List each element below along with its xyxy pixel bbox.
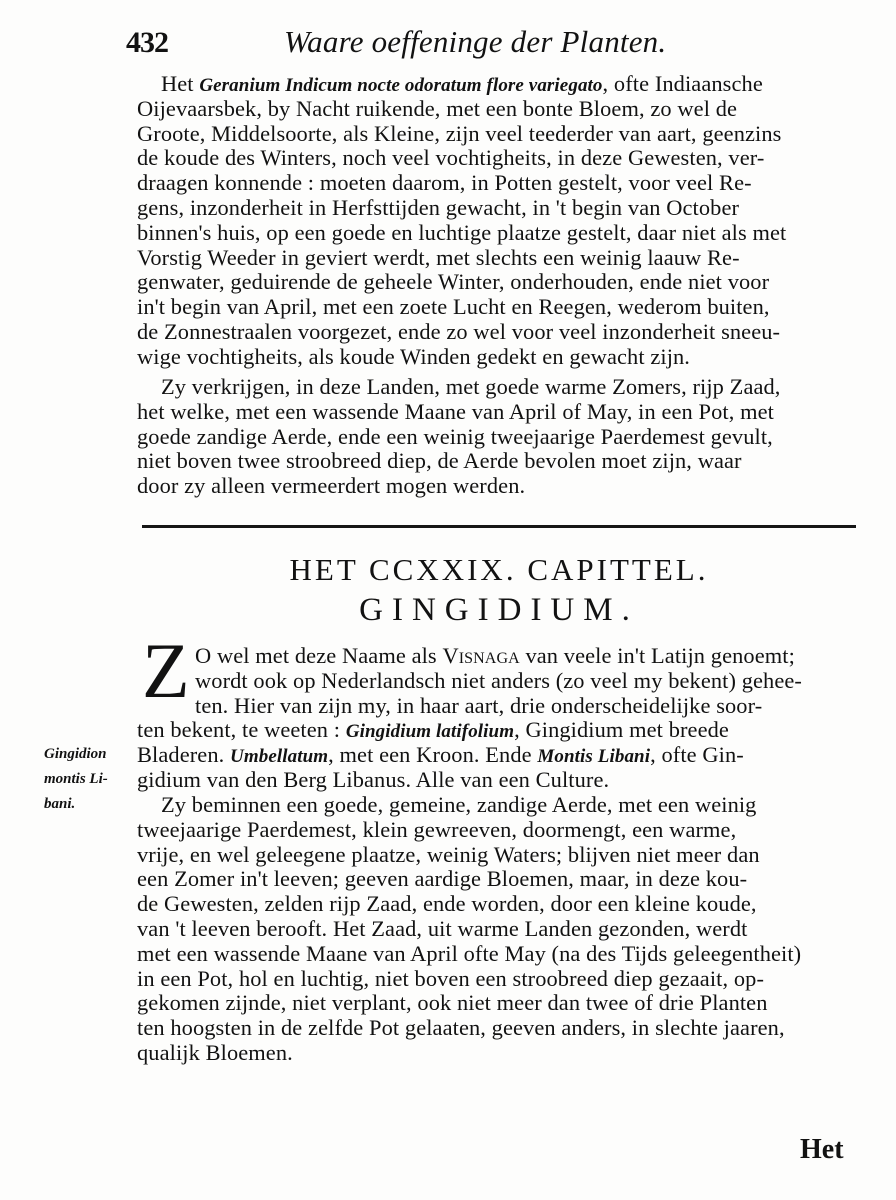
text-segment: O wel met deze Naame als bbox=[195, 643, 443, 668]
text-line bbox=[137, 892, 857, 917]
text-segment: Het bbox=[161, 71, 200, 96]
text-segment: de koude des Winters, noch veel vochtigheits, in deze Gewesten, ver- bbox=[137, 145, 765, 171]
text-segment: draagen konnende : moeten daarom, in Potten gestelt, voor veel Re- bbox=[137, 170, 752, 196]
text-line bbox=[137, 400, 857, 425]
text-line bbox=[137, 122, 857, 147]
text-segment: het welke, met een wassende Maane van April of May, in een Pot, met bbox=[137, 398, 774, 424]
paragraph-geranium bbox=[137, 72, 857, 370]
text-segment: Umbellatum bbox=[230, 746, 329, 768]
text-segment: gens, inzonderheit in Herfsttijden gewacht, in 't begin van October bbox=[137, 194, 740, 220]
chapter-subtitle: GINGIDIUM. bbox=[359, 592, 639, 628]
text-line bbox=[137, 793, 857, 818]
text-segment: wordt ook op Nederlandsch niet anders (zo veel my bekent) gehee- bbox=[195, 667, 802, 693]
text-line bbox=[137, 449, 857, 474]
text-segment: gidium van den Berg Libanus. Alle van een Culture. bbox=[137, 766, 610, 792]
margin-note-line: bani. bbox=[44, 795, 76, 812]
text-segment: de Gewesten, zelden rijp Zaad, ende worden, door een kleine koude, bbox=[137, 891, 757, 917]
text-segment: , ofte Gin- bbox=[650, 742, 744, 768]
text-line bbox=[137, 1041, 857, 1066]
text-segment: , Gingidium met breede bbox=[514, 717, 729, 743]
text-line bbox=[137, 669, 857, 694]
text-line bbox=[137, 221, 857, 246]
page-header bbox=[122, 18, 842, 62]
text-segment: met een wassende Maane van April ofte May (na des Tijds geleegentheit) bbox=[137, 940, 802, 966]
text-segment: Zy beminnen een goede, gemeine, zandige Aerde, met een weinig bbox=[161, 792, 757, 817]
text-segment: gekomen zijnde, niet verplant, ook niet meer dan twee of drie Planten bbox=[137, 990, 768, 1016]
text-segment: goede zandige Aerde, ende een weinig tweejaarige Paerdemest gevult, bbox=[137, 423, 773, 449]
text-line bbox=[137, 718, 857, 743]
text-segment: ten. Hier van zijn my, in haar aart, drie onderscheidelijke soor- bbox=[195, 692, 763, 718]
section-divider bbox=[142, 525, 856, 528]
text-line bbox=[137, 425, 857, 450]
text-segment: Bladeren. bbox=[137, 742, 231, 768]
paragraph-seeds bbox=[137, 375, 857, 499]
text-segment: Visnaga bbox=[442, 643, 520, 668]
text-segment: van veele in't Latijn genoemt; bbox=[519, 643, 795, 668]
paragraph-gingidium-intro bbox=[137, 644, 857, 793]
text-line bbox=[137, 196, 857, 221]
text-line bbox=[137, 644, 857, 669]
margin-note bbox=[44, 742, 140, 816]
text-segment: in een Pot, hol en luchtig, niet boven een stroobreed diep gezaait, op- bbox=[137, 965, 765, 991]
text-segment: Oijevaarsbek, by Nacht ruikende, met een bonte Bloem, zo wel de bbox=[137, 95, 738, 121]
text-segment: een Zomer in't leeven; geeven aardige Bloemen, maar, in deze kou- bbox=[137, 866, 748, 892]
text-line bbox=[137, 1016, 857, 1041]
text-segment: Groote, Middelsoorte, als Kleine, zijn veel teederder van aart, geenzins bbox=[137, 120, 782, 146]
text-line bbox=[137, 942, 857, 967]
text-line bbox=[137, 345, 857, 370]
text-segment: Montis Libani bbox=[537, 746, 651, 768]
text-line bbox=[137, 97, 857, 122]
text-line bbox=[137, 375, 857, 400]
text-segment: tweejaarige Paerdemest, klein gewreeven, doormengt, een warme, bbox=[137, 816, 737, 842]
text-segment: Zy verkrijgen, in deze Landen, met goede warme Zomers, rijp Zaad, bbox=[161, 374, 781, 399]
text-segment: ten bekent, te weeten : bbox=[137, 717, 346, 743]
text-segment: , ofte Indiaansche bbox=[602, 71, 763, 96]
text-line bbox=[137, 474, 857, 499]
text-segment: de Zonnestraalen voorgezet, ende zo wel voor veel inzonderheit sneeu- bbox=[137, 318, 781, 344]
text-line bbox=[137, 146, 857, 171]
text-segment: in't begin van April, met een zoete Lucht en Reegen, wederom buiten, bbox=[137, 294, 770, 320]
text-line bbox=[137, 818, 857, 843]
text-line bbox=[137, 270, 857, 295]
text-line bbox=[137, 867, 857, 892]
text-line bbox=[137, 991, 857, 1016]
text-segment: Vorstig Weeder in geviert werdt, met slechts een weinig laauw Re- bbox=[137, 244, 740, 270]
text-line bbox=[137, 743, 857, 768]
page-number: 432 bbox=[126, 26, 168, 59]
chapter-title: HET CCXXIX. CAPITTEL. bbox=[289, 552, 709, 587]
margin-note-line: montis Li- bbox=[44, 770, 108, 787]
paragraph-gingidium-culture bbox=[137, 793, 857, 1066]
text-line bbox=[137, 694, 857, 719]
text-segment: niet boven twee stroobreed diep, de Aerde bevolen moet zijn, waar bbox=[137, 448, 742, 474]
text-segment: door zy alleen vermeerdert mogen werden. bbox=[137, 473, 526, 499]
text-line bbox=[137, 246, 857, 271]
running-title: Waare oeffeninge der Planten. bbox=[284, 24, 667, 59]
text-segment: vrije, en wel geleegene plaatze, weinig Waters; blijven niet meer dan bbox=[137, 841, 760, 867]
text-line bbox=[137, 917, 857, 942]
text-line bbox=[137, 967, 857, 992]
text-segment: qualijk Bloemen. bbox=[137, 1039, 293, 1065]
margin-note-line: Gingidion bbox=[44, 746, 107, 762]
text-line bbox=[137, 768, 857, 793]
drop-cap: Z bbox=[142, 627, 190, 714]
catchword: Het bbox=[800, 1134, 844, 1165]
text-segment: van 't leeven berooft. Het Zaad, uit warme Landen gezonden, werdt bbox=[137, 915, 748, 941]
text-segment: Geranium Indicum nocte odoratum flore variegato bbox=[199, 75, 603, 96]
text-line bbox=[137, 72, 857, 97]
text-segment: ten hoogsten in de zelfde Pot gelaaten, geeven anders, in slechte jaaren, bbox=[137, 1015, 785, 1041]
text-line bbox=[137, 320, 857, 345]
text-segment: genwater, geduirende de geheele Winter, onderhouden, ende niet voor bbox=[137, 269, 770, 295]
text-segment: wige vochtigheits, als koude Winden gedekt en gewacht zijn. bbox=[137, 343, 691, 369]
text-segment: binnen's huis, op een goede en luchtige plaatze gestelt, daar niet als met bbox=[137, 219, 787, 245]
text-line bbox=[137, 843, 857, 868]
text-segment: Gingidium latifolium bbox=[345, 721, 515, 743]
text-line bbox=[137, 295, 857, 320]
text-line bbox=[137, 171, 857, 196]
text-segment: , met een Kroon. Ende bbox=[328, 742, 538, 768]
